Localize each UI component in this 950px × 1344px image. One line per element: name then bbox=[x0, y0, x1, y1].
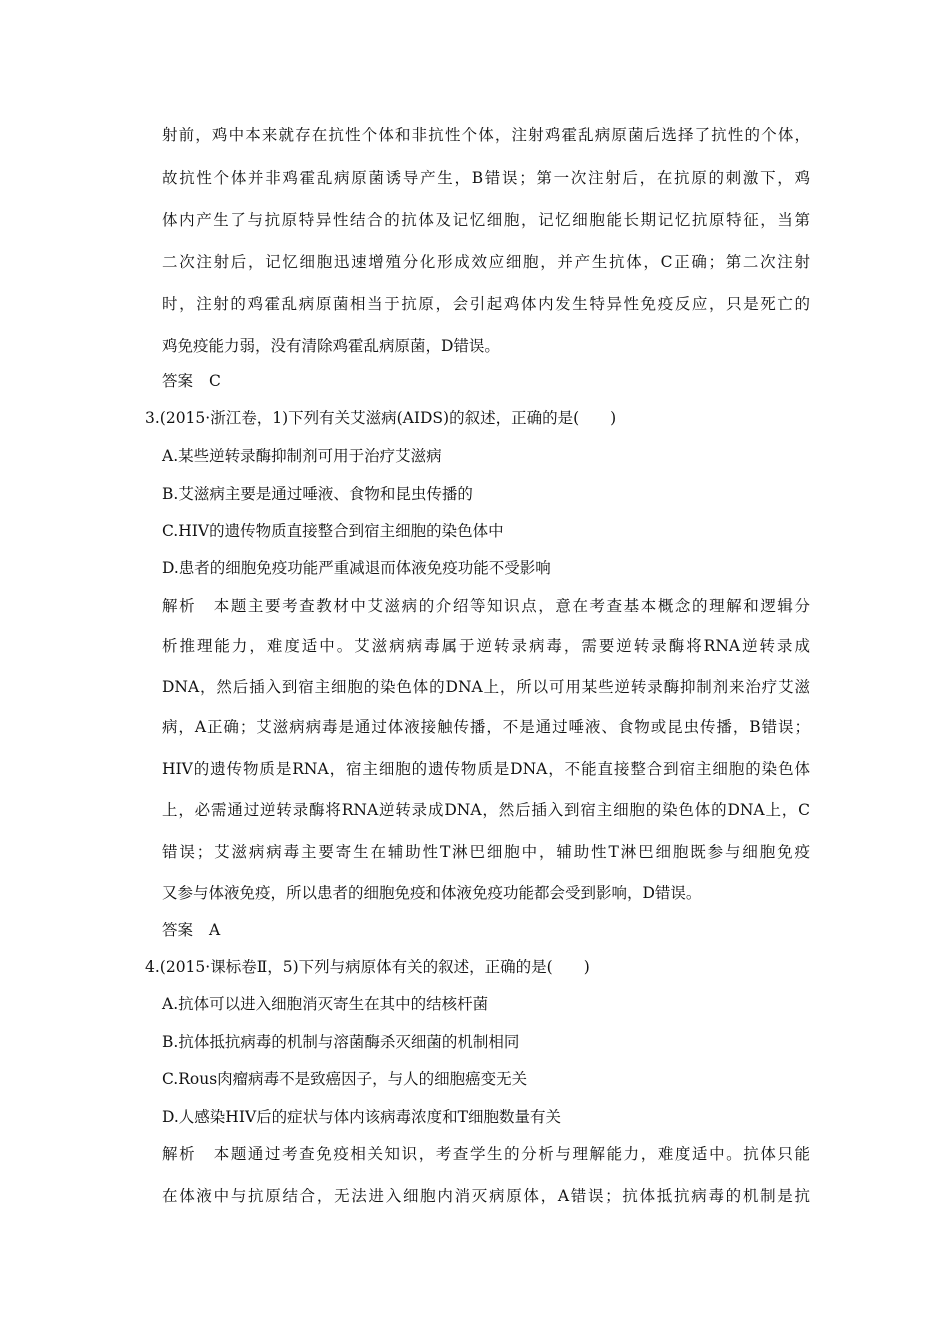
q3-analysis-line bbox=[162, 596, 810, 616]
q3-analysis-line: 病，A正确；艾滋病病毒是通过体液接触传播，不是通过唾液、食物或昆虫传播，B错误； bbox=[162, 718, 810, 736]
q3-analysis-line: HIV的遗传物质是RNA，宿主细胞的遗传物质是DNA，不能直接整合到宿主细胞的染色体 bbox=[162, 760, 810, 778]
q2-analysis-line: 射前，鸡中本来就存在抗性个体和非抗性个体，注射鸡霍乱病原菌后选择了抗性的个体， bbox=[162, 126, 810, 144]
q3-answer bbox=[162, 920, 220, 940]
q3-option-c: C.HIV的遗传物质直接整合到宿主细胞的染色体中 bbox=[162, 522, 504, 540]
q4-analysis-line bbox=[162, 1144, 810, 1164]
q4-stem: 4.(2015·课标卷Ⅱ，5)下列与病原体有关的叙述，正确的是( ) bbox=[145, 958, 590, 976]
q3-option-b: B.艾滋病主要是通过唾液、食物和昆虫传播的 bbox=[162, 485, 473, 503]
analysis-label: 解析 bbox=[162, 1145, 197, 1163]
q2-answer bbox=[162, 371, 221, 391]
q4-analysis-line: 在体液中与抗原结合，无法进入细胞内消灭病原体，A错误；抗体抵抗病毒的机制是抗 bbox=[162, 1187, 810, 1205]
analysis-text: 本题通过考查免疫相关知识，考查学生的分析与理解能力，难度适中。抗体只能 bbox=[212, 1145, 810, 1163]
q3-analysis-line: 错误；艾滋病病毒主要寄生在辅助性T淋巴细胞中，辅助性T淋巴细胞既参与细胞免疫 bbox=[162, 843, 810, 861]
q4-option-b: B.抗体抵抗病毒的机制与溶菌酶杀灭细菌的机制相同 bbox=[162, 1033, 520, 1051]
q3-analysis-line: 析推理能力，难度适中。艾滋病病毒属于逆转录病毒，需要逆转录酶将RNA逆转录成 bbox=[162, 637, 810, 655]
q3-stem: 3.(2015·浙江卷，1)下列有关艾滋病(AIDS)的叙述，正确的是( ) bbox=[145, 409, 617, 427]
q3-option-a: A.某些逆转录酶抑制剂可用于治疗艾滋病 bbox=[162, 447, 442, 465]
q3-analysis-line: 又参与体液免疫，所以患者的细胞免疫和体液免疫功能都会受到影响，D错误。 bbox=[162, 884, 702, 902]
answer-value: C bbox=[209, 372, 221, 390]
q3-analysis-line: DNA，然后插入到宿主细胞的染色体的DNA上，所以可用某些逆转录酶抑制剂来治疗艾滋 bbox=[162, 678, 810, 696]
analysis-label: 解析 bbox=[162, 597, 197, 615]
q2-analysis-line: 时，注射的鸡霍乱病原菌相当于抗原，会引起鸡体内发生特异性免疫反应，只是死亡的 bbox=[162, 295, 810, 313]
answer-value: A bbox=[209, 921, 221, 939]
q2-analysis-line: 体内产生了与抗原特异性结合的抗体及记忆细胞，记忆细胞能长期记忆抗原特征，当第 bbox=[162, 211, 810, 229]
answer-label: 答案 bbox=[162, 372, 194, 390]
q2-analysis-line: 二次注射后，记忆细胞迅速增殖分化形成效应细胞，并产生抗体，C正确；第二次注射 bbox=[162, 253, 810, 271]
analysis-text: 本题主要考查教材中艾滋病的介绍等知识点，意在考查基本概念的理解和逻辑分 bbox=[212, 597, 810, 615]
q3-option-d: D.患者的细胞免疫功能严重减退而体液免疫功能不受影响 bbox=[162, 559, 551, 577]
q4-option-a: A.抗体可以进入细胞消灭寄生在其中的结核杆菌 bbox=[162, 995, 489, 1013]
q3-analysis-line: 上，必需通过逆转录酶将RNA逆转录成DNA，然后插入到宿主细胞的染色体的DNA上，C bbox=[162, 801, 810, 819]
q2-analysis-line: 鸡免疫能力弱，没有清除鸡霍乱病原菌，D错误。 bbox=[162, 337, 500, 355]
q2-analysis-line: 故抗性个体并非鸡霍乱病原菌诱导产生，B错误；第一次注射后，在抗原的刺激下，鸡 bbox=[162, 169, 810, 187]
answer-label: 答案 bbox=[162, 921, 194, 939]
q4-option-c: C.Rous肉瘤病毒不是致癌因子，与人的细胞癌变无关 bbox=[162, 1070, 528, 1088]
q4-option-d: D.人感染HIV后的症状与体内该病毒浓度和T细胞数量有关 bbox=[162, 1108, 561, 1126]
